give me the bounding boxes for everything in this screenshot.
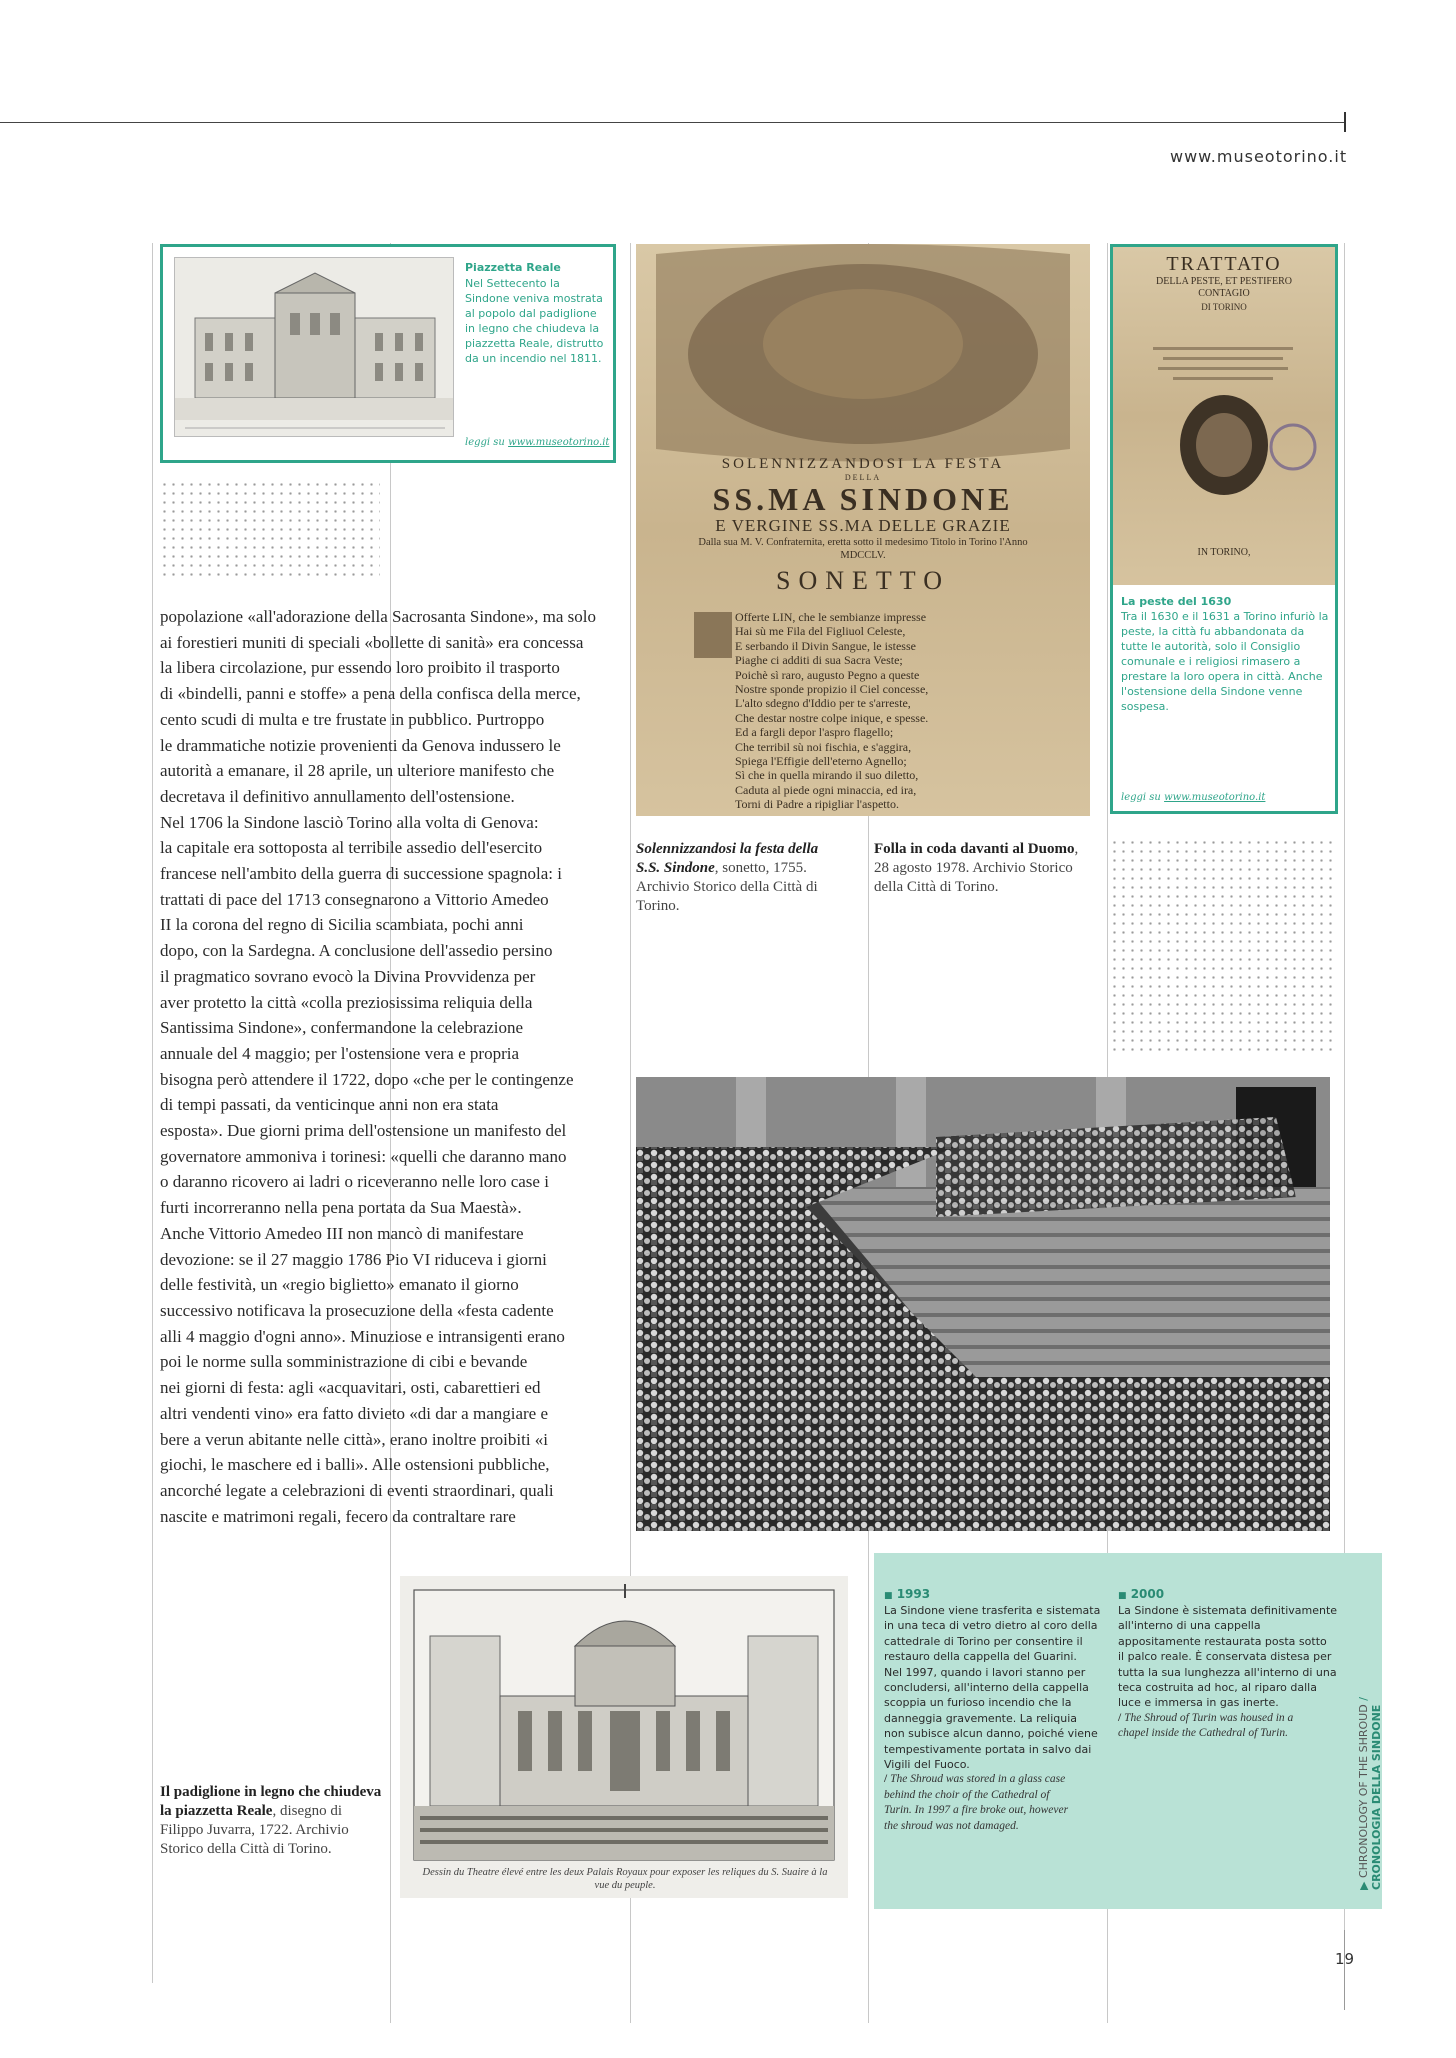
hatch-pattern	[160, 480, 380, 580]
timeline-en: / The Shroud was stored in a glass case behind the choir of the Cathedral of Turin. In 1997 a fire broke out, however the shroud was not damaged.	[884, 1773, 1069, 1832]
leggi-link[interactable]: www.museotorino.it	[508, 437, 610, 448]
timeline-text: La Sindone viene trasferita e sistemata in una teca di vetro dietro al coro della cattedrale di Torino per consentire il restauro della cappella del Guarini. Nel 1997, quando i lavori stanno per concludersi, all'interno della cappella scoppia un furioso incendio che la danneggia gravemente. La reliquia non subisce alcun danno, poiché viene tempestivamente portata in salvo dai Vigili del Fuoco.	[884, 1604, 1101, 1772]
timeline-text: La Sindone è sistemata definitivamente all'interno di una cappella appositamente restaurata posta sotto il palco reale. È conservata distesa per tutta la sua lunghezza all'interno di una teca costruita ad hoc, al riparo dalla luce e immersa in gas inerte.	[1118, 1604, 1338, 1710]
sonetto-line2: DELLA	[844, 473, 882, 482]
bullet-icon: ■	[884, 1591, 893, 1601]
leggi-prefix: leggi su	[1121, 792, 1161, 803]
sonetto-image	[636, 244, 1090, 816]
page-number: 19	[1335, 1950, 1355, 1968]
timeline-year-value: 1993	[896, 1587, 931, 1601]
trattato-imprint: IN TORINO,	[1197, 547, 1251, 558]
triangle-icon: ▶	[1357, 1881, 1370, 1890]
sonetto-line4: E VERGINE SS.MA DELLE GRAZIE	[715, 516, 1011, 535]
timeline-year	[884, 1587, 1106, 1601]
timeline-entry	[1118, 1587, 1340, 1742]
leggi-prefix: leggi su	[465, 437, 505, 448]
sonetto-line5: Dalla sua M. V. Confraternita, eretta sotto il medesimo Titolo in Torino l'Anno MDCCLV.	[698, 537, 1028, 561]
header-rule	[0, 122, 1344, 123]
sonetto-title-block	[636, 456, 1090, 596]
leggi-link[interactable]: www.museotorino.it	[1164, 792, 1266, 803]
caption-folla	[874, 840, 1094, 897]
trattato-image	[1113, 247, 1335, 585]
sonetto-line3: SS.MA SINDONE	[712, 481, 1014, 517]
hatch-pattern	[1110, 838, 1338, 1056]
peste-title: La peste del 1630	[1121, 595, 1232, 608]
peste-text: Tra il 1630 e il 1631 a Torino infuriò la peste, la città fu abbandonata da tutte le autorità, solo il Consiglio comunale e i religiosi rimasero a prestare la loro opera in città. Anche l'ostensione della Sindone venne sospesa.	[1121, 610, 1329, 713]
piazzetta-leggi[interactable]	[465, 437, 609, 448]
side-label-bold: CRONOLOGIA DELLA SINDONE	[1370, 1704, 1383, 1890]
peste-box	[1110, 244, 1338, 814]
trattato-place: DI TORINO	[1201, 302, 1247, 312]
sonetto-verse: Offerte LIN, che le sembianze impresse Hai sù me Fila del Figliuol Celeste, E serbando il Divin Sangue, le istesse Piaghe ci additi di sua Sacra Veste; Poichè sì raro, augusto Pegno a queste Nostre sponde propizio il Ciel concesse, L'alto sdegno d'Iddio per te s'arreste, Che destar nostre colpe inique, e spesse. Ed a fargli depor l'aspro flagello; Che terribil sù noi fischia, e s'aggira, Spiega l'Effigie dell'eterno Agnello; Sì che in quella mirando il suo diletto, Caduta al piede ogni minaccia, ed ira, Torni di Padre a ripigliar l'aspetto.	[735, 610, 929, 812]
caption-sonetto-text: , sonetto, 1755. Archivio Storico della Città di Torino.	[636, 860, 818, 914]
piazzetta-box	[160, 244, 616, 463]
engraving-caption: Dessin du Theatre élevé entre les deux Palais Royaux pour exposer les reliques du S. Suaire à la vue du peuple.	[422, 1867, 828, 1891]
header-tick	[1344, 112, 1346, 132]
peste-leggi[interactable]	[1121, 792, 1265, 803]
body-text: popolazione «all'adorazione della Sacrosanta Sindone», ma solo ai forestieri muniti di speciali «bollette di sanità» era concessa la libera circolazione, pur essendo loro proibito il trasporto di «bindelli, panni e stoffe» a pena della confisca della merce, cento scudi di multa e tre frustate in pubblico. Purtroppo le drammatiche notizie provenienti da Genova indussero le autorità a emanare, il 28 aprile, un ulteriore manifesto che decretava il definitivo annullamento dell'ostensione. Nel 1706 la Sindone lasciò Torino alla volta di Genova: la capitale era sottoposta al terribile assedio dell'esercito francese nell'ambito della guerra di successione spagnola: i trattati di pace del 1713 consegnarono a Vittorio Amedeo II la corona del regno di Sicilia scambiata, pochi anni dopo, con la Sardegna. A conclusione dell'assedio persino il pragmatico sovrano evocò la Divina Provvidenza per aver protetto la città «colla preziosissima reliquia della Santissima Sindone», confermandone la celebrazione annuale del 4 maggio; per l'ostensione vera e propria bisogna però attendere il 1722, dopo «che per le contingenze di tempi passati, da venticinque anni non era stata esposta». Due giorni prima dell'ostensione un manifesto del governatore ammoniva i torinesi: «quelli che daranno mano o daranno ricovero ai ladri o riceveranno nelle loro case i furti incorreranno nella pena portata da Sua Maestà». Anche Vittorio Amedeo III non mancò di manifestare devozione: se il 27 maggio 1786 Pio VI riduceva i giorni delle festività, un «regio biglietto» emanato il giorno successivo notificava la prosecuzione della «festa cadente alli 4 maggio d'ogni anno». Minuziose e intransigenti erano poi le norme sulla somministrazione di cibi e bevande nei giorni di festa: agli «acquavitari, osti, cabarettieri ed altri vendenti vino» era fatto divieto «di dar a mangiare e bere a verun abitante nelle città», erano inoltre proibiti «i giochi, le maschere ed i balli». Alle ostensioni pubbliche, ancorché legate a celebrazioni di eventi straordinari, quali nascite e matrimoni regali, fecero da contraltare rare	[160, 607, 596, 1526]
caption-padiglione-text: , disegno di Filippo Juvarra, 1722. Archivio Storico della Città di Torino.	[160, 1803, 349, 1857]
crowd-photo	[636, 1077, 1330, 1531]
caption-folla-text: , 28 agosto 1978. Archivio Storico della Città di Torino.	[874, 841, 1079, 895]
padiglione-engraving	[400, 1576, 848, 1898]
caption-padiglione	[160, 1783, 382, 1859]
caption-folla-title: Folla in coda davanti al Duomo	[874, 841, 1075, 857]
side-label: ▶ CHRONOLOGY OF THE SHROUD / CRONOLOGIA DELLA SINDONE	[1357, 1697, 1383, 1890]
timeline-year	[1118, 1587, 1340, 1601]
column-guide	[152, 243, 153, 1983]
piazzetta-title: Piazzetta Reale	[465, 261, 561, 274]
page-rule	[1344, 1930, 1345, 2010]
caption-sonetto-title: Solennizzandosi la festa della S.S. Sindone	[636, 841, 819, 876]
side-label-light: CHRONOLOGY OF THE SHROUD	[1357, 1704, 1370, 1879]
caption-sonetto	[636, 840, 846, 916]
timeline-year-value: 2000	[1130, 1587, 1165, 1601]
sonetto-line1: SOLENNIZZANDOSI LA FESTA	[721, 456, 1005, 472]
caption-padiglione-title: Il padiglione in legno che chiudeva la piazzetta Reale	[160, 1784, 382, 1819]
bullet-icon: ■	[1118, 1591, 1127, 1601]
piazzetta-text: Nel Settecento la Sindone veniva mostrata al popolo dal padiglione in legno che chiudeva la piazzetta Reale, distrutto da un incendio nel 1811.	[465, 277, 604, 365]
piazzetta-engraving	[174, 257, 454, 437]
header-url[interactable]: www.museotorino.it	[1170, 147, 1348, 166]
timeline-en: / The Shroud of Turin was housed in a chapel inside the Cathedral of Turin.	[1118, 1711, 1294, 1740]
timeline-entry	[884, 1587, 1106, 1834]
timeline-en-text: The Shroud was stored in a glass case behind the choir of the Cathedral of Turin. In 1997 a fire broke out, however the shroud was not damaged.	[884, 1773, 1069, 1832]
timeline-panel	[874, 1553, 1382, 1909]
trattato-title: TRATTATO	[1166, 253, 1282, 275]
sonetto-line6: SONETTO	[776, 566, 950, 595]
trattato-subtitle: DELLA PESTE, ET PESTIFERO CONTAGIO	[1156, 276, 1292, 299]
timeline-en-text: The Shroud of Turin was housed in a chapel inside the Cathedral of Turin.	[1118, 1711, 1294, 1740]
